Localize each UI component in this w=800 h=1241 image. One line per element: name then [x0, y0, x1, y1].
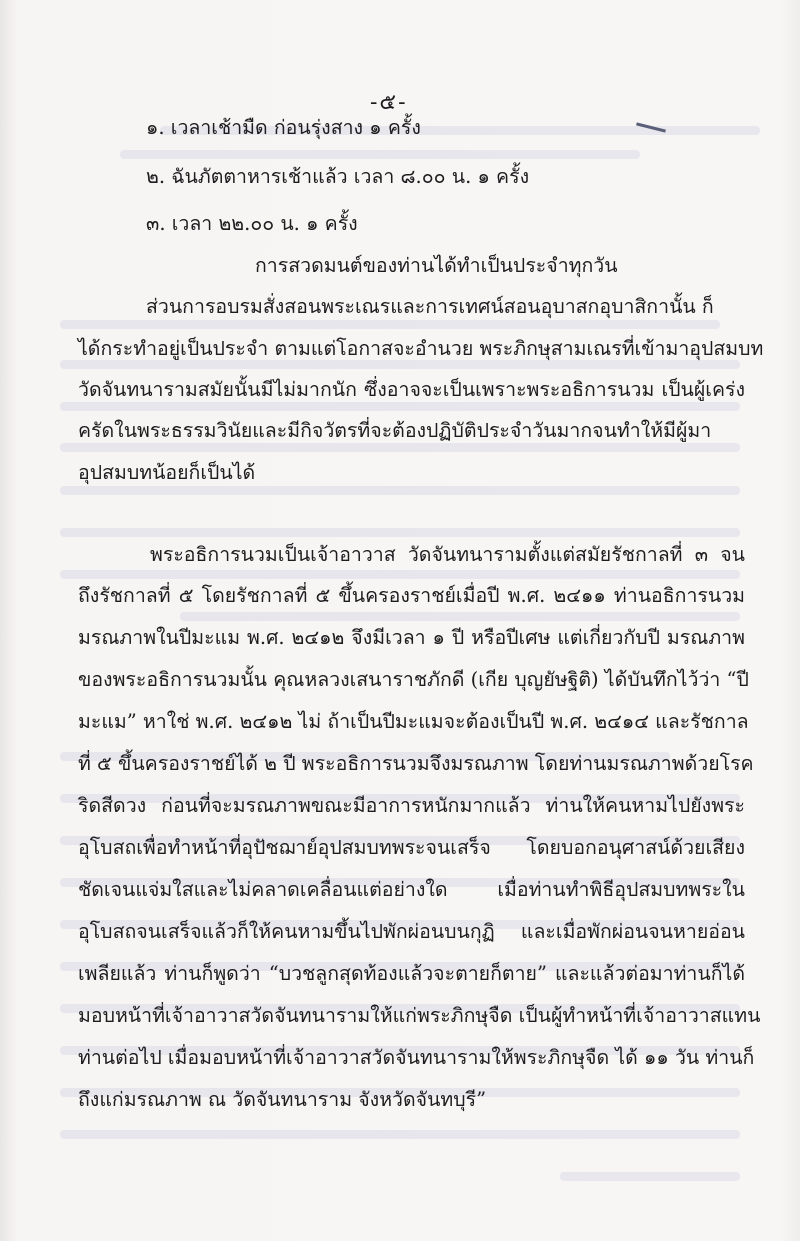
paragraph-line: ท่านต่อไป เมื่อมอบหน้าที่เจ้าอาวาสวัดจันทนารามให้พระภิกษุจืด ได้ ๑๑ วัน ท่านก็ — [78, 1046, 755, 1069]
schedule-item-2: ๒. ฉันภัตตาหารเช้าแล้ว เวลา ๘.๐๐ น. ๑ ครั้ง — [146, 165, 530, 188]
paragraph-line: การสวดมนต์ของท่านได้ทำเป็นประจำทุกวัน — [255, 254, 618, 277]
paragraph-line: อุปสมบทน้อยก็เป็นได้ — [78, 461, 256, 484]
paragraph-line: ชัดเจนแจ่มใสและไม่คลาดเคลื่อนแต่อย่างใด เมื่อท่านทำพิธีอุปสมบทพระใน — [78, 878, 745, 901]
paragraph-line: อุโบสถเพื่อทำหน้าที่อุปัชฌาย์อุปสมบทพระจนเสร็จ โดยบอกอนุศาสน์ด้วยเสียง — [78, 836, 745, 859]
paragraph-line: ที่ ๕ ขึ้นครองราชย์ได้ ๒ ปี พระอธิการนวมจึงมรณภาพ โดยท่านมรณภาพด้วยโรค — [78, 752, 754, 775]
paragraph-line: ครัดในพระธรรมวินัยและมีกิจวัตรที่จะต้องปฏิบัติประจำวันมากจนทำให้มีผู้มา — [78, 419, 712, 442]
show-through-texture — [60, 116, 764, 1200]
paragraph-line: ของพระอธิการนวมนั้น คุณหลวงเสนาราชภักดี (เกีย บุญยัษฐิติ) ได้บันทึกไว้ว่า “ปี — [78, 668, 749, 691]
paragraph-line: มรณภาพในปีมะแม พ.ศ. ๒๔๑๒ จึงมีเวลา ๑ ปี หรือปีเศษ แต่เกี่ยวกับปี มรณภาพ — [78, 626, 745, 649]
paragraph-line: พระอธิการนวมเป็นเจ้าอาวาส วัดจันทนารามตั้งแต่สมัยรัชกาลที่ ๓ จน — [150, 543, 745, 566]
paragraph-line: มอบหน้าที่เจ้าอาวาสวัดจันทนารามให้แก่พระภิกษุจืด เป็นผู้ทำหน้าที่เจ้าอาวาสแทน — [78, 1004, 761, 1027]
paragraph-line: เพลียแล้ว ท่านก็พูดว่า “บวชลูกสุดท้องแล้วจะตายก็ตาย” และแล้วต่อมาท่านก็ได้ — [78, 962, 745, 985]
schedule-item-1: ๑. เวลาเช้ามืด ก่อนรุ่งสาง ๑ ครั้ง — [146, 116, 421, 139]
show-through-background — [60, 116, 764, 1200]
paragraph-line: ถึงรัชกาลที่ ๕ โดยรัชกาลที่ ๕ ขึ้นครองราชย์เมื่อปี พ.ศ. ๒๔๑๑ ท่านอธิการนวม — [78, 584, 745, 607]
paragraph-line: ริดสีดวง ก่อนที่จะมรณภาพขณะมีอาการหนักมากแล้ว ท่านให้คนหามไปยังพระ — [78, 794, 745, 817]
paragraph-line: ส่วนการอบรมสั่งสอนพระเณรและการเทศน์สอนอุบาสกอุบาสิกานั้น ก็ — [146, 295, 714, 318]
page-number: -๕- — [370, 90, 408, 115]
paragraph-line: อุโบสถจนเสร็จแล้วก็ให้คนหามขึ้นไปพักผ่อนบนกุฏิ และเมื่อพักผ่อนจนหายอ่อน — [78, 920, 745, 943]
paragraph-line: วัดจันทนารามสมัยนั้นมีไม่มากนัก ซึ่งอาจจะเป็นเพราะพระอธิการนวม เป็นผู้เคร่ง — [78, 378, 745, 401]
paragraph-line: ได้กระทำอยู่เป็นประจำ ตามแต่โอกาสจะอำนวย พระภิกษุสามเณรที่เข้ามาอุปสมบท — [78, 337, 764, 360]
paragraph-line: ถึงแก่มรณภาพ ณ วัดจันทนาราม จังหวัดจันทบุรี” — [78, 1088, 487, 1111]
schedule-item-3: ๓. เวลา ๒๒.๐๐ น. ๑ ครั้ง — [146, 212, 358, 235]
paragraph-line: มะแม” หาใช่ พ.ศ. ๒๔๑๒ ไม่ ถ้าเป็นปีมะแมจะต้องเป็นปี พ.ศ. ๒๔๑๔ และรัชกาล — [78, 710, 749, 733]
